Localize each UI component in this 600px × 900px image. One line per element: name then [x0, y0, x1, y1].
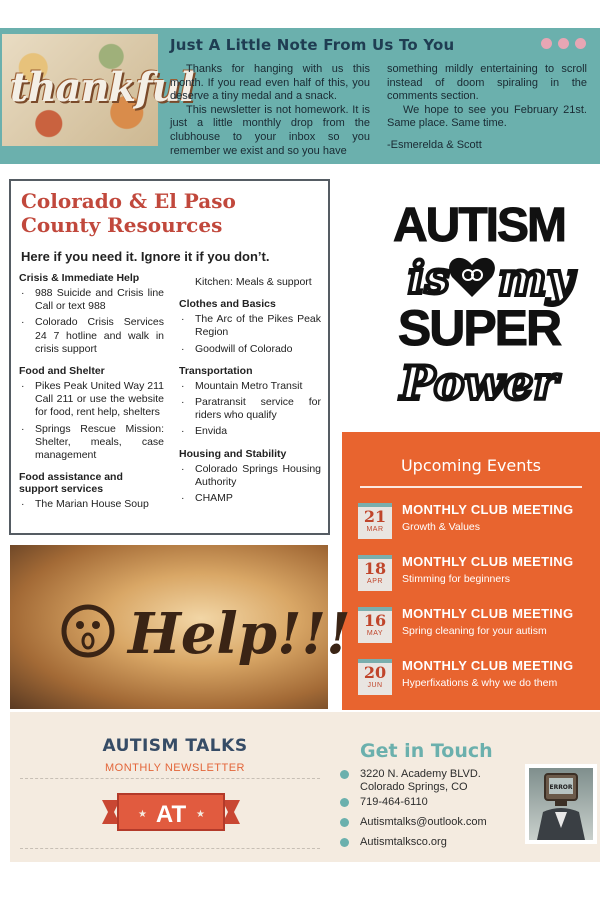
resource-item: · CHAMP: [179, 492, 321, 505]
autism-superpower-logo: [380, 195, 578, 410]
at-badge-logo: [102, 790, 240, 834]
calendar-icon: [358, 607, 392, 643]
event-description: Spring cleaning for your autism: [402, 625, 547, 637]
thankful-image-text: thankful: [10, 64, 194, 111]
logo-text-my: my: [498, 252, 574, 306]
event-month: MAR: [366, 526, 384, 533]
help-drawing: [10, 545, 351, 709]
logo-text-super: SUPER: [397, 300, 561, 356]
note-paragraph: something mildly entertaining to scroll instead of doom spiraling in the comments section.: [387, 63, 587, 103]
resources-title: Colorado & El Paso County Resources: [21, 189, 236, 237]
help-image: [10, 545, 351, 709]
error-tv-photo: [525, 764, 597, 844]
resource-item: · Goodwill of Colorado: [179, 343, 321, 356]
event-item: [358, 656, 588, 696]
bullet-dot: [340, 798, 349, 807]
resource-item: · Envida: [179, 425, 321, 438]
note-column-left: [170, 63, 370, 158]
event-item: [358, 604, 588, 644]
logo-text-autism: AUTISM: [393, 199, 565, 252]
divider: [20, 778, 320, 779]
event-day: 16: [363, 611, 387, 630]
resource-heading: Food assistance and support services: [19, 471, 123, 496]
brand-subtitle: MONTHLY NEWSLETTER: [105, 762, 245, 774]
svg-text:★: ★: [196, 809, 205, 820]
event-day: 20: [363, 663, 387, 682]
calendar-icon: [358, 555, 392, 591]
resource-item: · The Marian House Soup: [19, 498, 164, 511]
event-name: MONTHLY CLUB MEETING: [402, 658, 574, 673]
note-paragraph: We hope to see you February 21st. Same place. Same time.: [387, 103, 587, 130]
event-item: [358, 552, 588, 592]
event-name: MONTHLY CLUB MEETING: [402, 606, 574, 621]
bullet-dot: [340, 770, 349, 779]
address-line: Colorado Springs, CO: [360, 781, 468, 793]
svg-text:★: ★: [138, 809, 147, 820]
resource-heading: Food and Shelter: [19, 365, 105, 378]
contact-address: [340, 768, 481, 794]
event-description: Stimming for beginners: [402, 573, 510, 585]
event-month: MAY: [366, 630, 384, 637]
decorative-dots: [541, 38, 586, 49]
resource-item: · Mountain Metro Transit: [179, 380, 321, 393]
events-panel: [342, 432, 600, 710]
email-link[interactable]: Autismtalks@outlook.com: [360, 816, 487, 828]
phone-text[interactable]: 719-464-6110: [360, 796, 428, 808]
brand-name: AUTISM TALKS: [102, 736, 248, 756]
resource-item: · Paratransit service for riders who qualify: [179, 396, 321, 422]
resource-item: · 988 Suicide and Crisis line Call or text 988: [19, 287, 164, 313]
event-name: MONTHLY CLUB MEETING: [402, 502, 574, 517]
resource-item-continued: Kitchen: Meals & support: [195, 276, 312, 288]
brand-block: [80, 736, 270, 774]
photo-screen-text: ERROR: [549, 784, 573, 791]
event-item: [358, 500, 588, 540]
contact-email[interactable]: [340, 816, 487, 829]
contact-title: Get in Touch: [360, 740, 493, 762]
contact-website[interactable]: [340, 836, 447, 849]
thankful-image: [2, 34, 194, 146]
help-text: Help!!!: [128, 601, 351, 667]
event-name: MONTHLY CLUB MEETING: [402, 554, 574, 569]
resource-heading: Crisis & Immediate Help: [19, 272, 140, 284]
event-month: APR: [367, 578, 383, 585]
resources-subtitle: Here if you need it. Ignore it if you don’t.: [21, 249, 270, 264]
event-description: Growth & Values: [402, 521, 481, 533]
event-description: Hyperfixations & why we do them: [402, 677, 558, 689]
note-title: Just A Little Note From Us To You: [170, 36, 455, 54]
resource-item: · The Arc of the Pikes Peak Region: [179, 313, 321, 339]
divider: [20, 848, 320, 849]
resource-heading: Clothes and Basics: [179, 298, 276, 311]
website-link[interactable]: Autismtalksco.org: [360, 836, 447, 848]
note-column-right: [387, 63, 587, 153]
resource-heading: Housing and Stability: [179, 447, 287, 460]
resources-column-left: [19, 272, 164, 514]
logo-text-power: Power: [400, 356, 558, 410]
footer: [10, 712, 600, 862]
resource-item: · Springs Rescue Mission: Shelter, meals, case management: [19, 423, 164, 463]
resource-item: · Colorado Crisis Services 24 7 hotline and walk in crisis support: [19, 316, 164, 356]
calendar-icon: [358, 659, 392, 695]
event-day: 18: [363, 559, 387, 578]
address-line: 3220 N. Academy BLVD.: [360, 768, 481, 780]
note-paragraph: Thanks for hanging with us this month. If you read even half of this, you deserve a tiny medal and a snack.: [170, 63, 370, 103]
calendar-icon: [358, 503, 392, 539]
logo-text-is: is: [408, 253, 450, 304]
bullet-dot: [340, 838, 349, 847]
note-paragraph: This newsletter is not homework. It is just a little monthly drop from the clubhouse to your inbox so you remember we exist and so you have: [170, 103, 370, 157]
resource-item: · Colorado Springs Housing Authority: [179, 463, 321, 489]
event-day: 21: [363, 507, 387, 526]
events-title: Upcoming Events: [400, 456, 542, 475]
resources-column-right: [179, 272, 321, 508]
event-month: JUN: [367, 682, 383, 689]
resource-heading: Transportation: [179, 364, 253, 377]
resource-item: · Pikes Peak United Way 211 Call 211 or use the website for food, rent help, shelters: [19, 380, 164, 420]
badge-text: AT: [155, 801, 187, 828]
bullet-dot: [340, 818, 349, 827]
events-divider: [360, 486, 582, 488]
contact-phone[interactable]: [340, 796, 428, 809]
note-signature: -Esmerelda & Scott: [387, 138, 482, 151]
